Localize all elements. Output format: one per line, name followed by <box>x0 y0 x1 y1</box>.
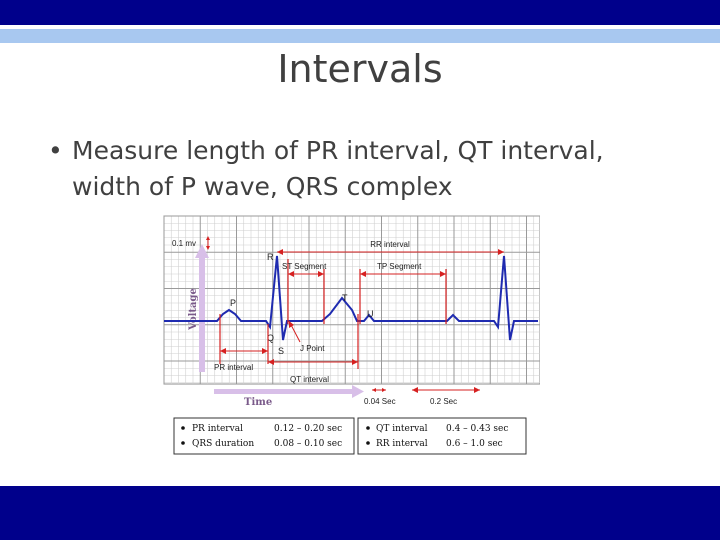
tp-segment-label: TP Segment <box>377 262 422 271</box>
header-stripe <box>0 29 720 43</box>
small-square-scale-label: 0.04 Sec <box>364 397 396 406</box>
u-wave-label: U <box>367 309 374 319</box>
t-wave-label: T <box>342 293 348 303</box>
slide-title: Intervals <box>277 47 443 91</box>
st-segment-label: ST Segment <box>282 262 327 271</box>
pr-interval-label: PR interval <box>214 363 254 372</box>
ecg-diagram <box>162 214 540 458</box>
legend-qrs-value: 0.08 – 0.10 sec <box>274 439 343 449</box>
s-wave-label: S <box>278 346 285 356</box>
header-bar <box>0 0 720 25</box>
bullet-text: Measure length of PR interval, QT interval, width of P wave, QRS complex <box>72 136 604 201</box>
legend-pr-name: PR interval <box>192 424 243 434</box>
q-wave-label: Q <box>267 333 275 343</box>
j-point-label: J Point <box>300 344 325 353</box>
rr-interval-label: RR interval <box>370 240 410 249</box>
ecg-diagram-svg <box>162 214 540 458</box>
legend-qrs-name: QRS duration <box>192 439 255 449</box>
bullet-marker: • <box>48 136 63 165</box>
time-label: Time <box>244 397 273 408</box>
p-wave-label: P <box>230 298 237 308</box>
legend-pr-value: 0.12 – 0.20 sec <box>274 424 343 434</box>
qt-interval-label: QT interval <box>290 375 329 384</box>
legend-rr-name: RR interval <box>376 439 428 449</box>
r-wave-label: R <box>267 252 274 262</box>
legend-qt-name: QT interval <box>376 424 428 434</box>
large-square-scale-label: 0.2 Sec <box>430 397 458 406</box>
scale-label: 0.1 mv <box>172 239 197 248</box>
legend-qt-value: 0.4 – 0.43 sec <box>446 424 509 434</box>
legend-rr-value: 0.6 – 1.0 sec <box>446 439 503 449</box>
voltage-label: Voltage <box>188 288 199 330</box>
footer-bar <box>0 486 720 540</box>
